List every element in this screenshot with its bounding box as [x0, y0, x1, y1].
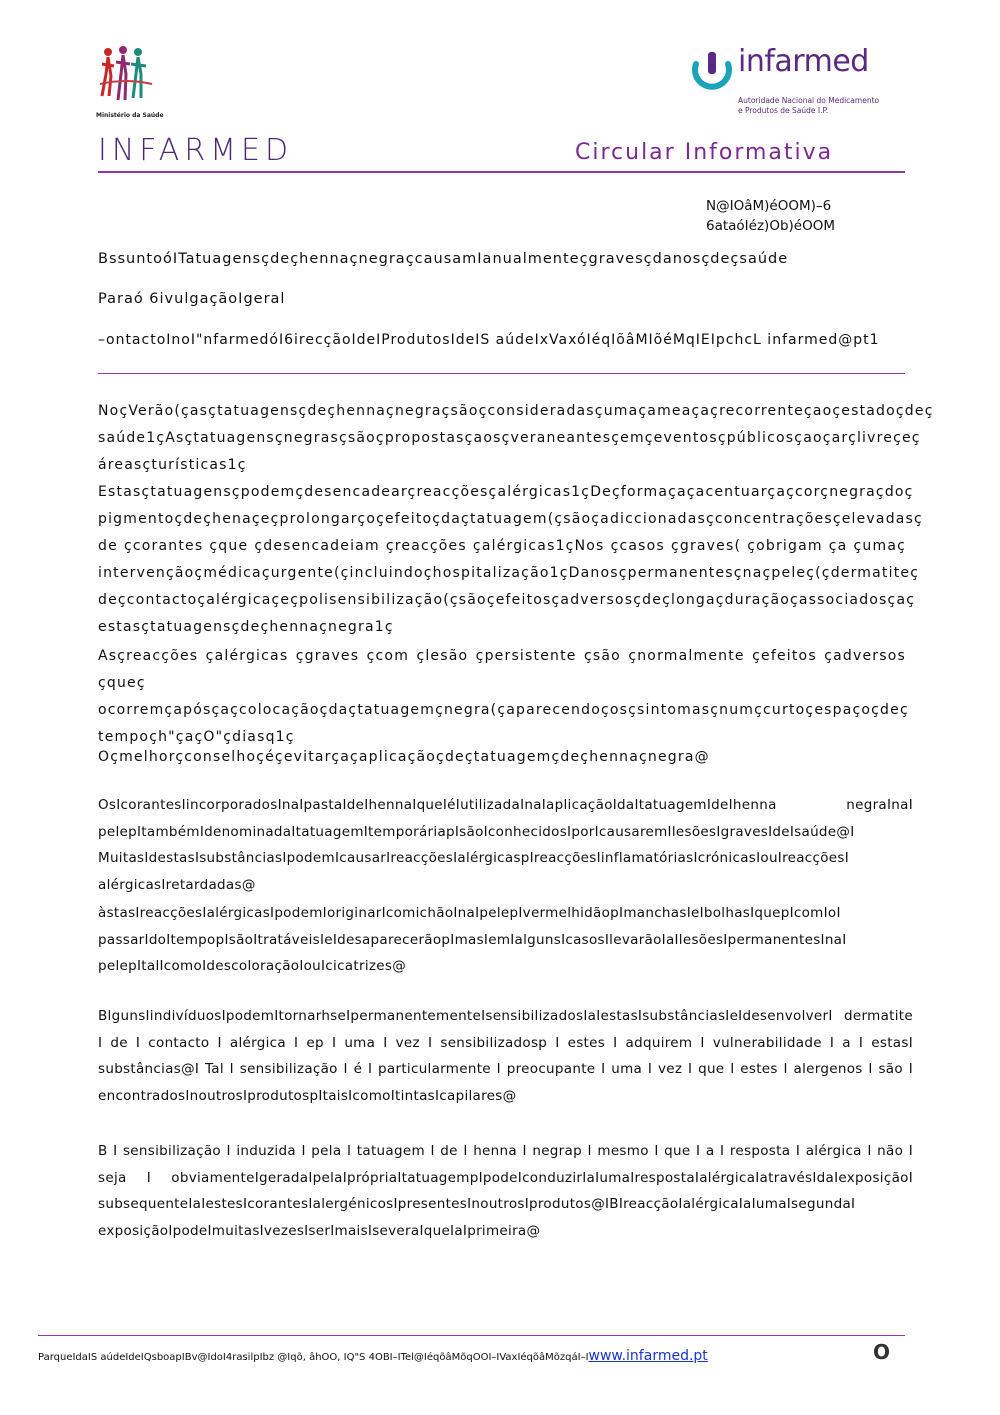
infarmed-subtitle-line-2: e Produtos de Saúde I.P. [738, 106, 829, 115]
ministry-caption: Ministério da Saúde [96, 112, 164, 119]
paragraph-8: B I sensibilização I induzida I pela I tatuagem I de I henna I negrap I mesmo I que I a I resposta I alérgica I não I seja I obviamenteIgeradaIpelaIprópriaItatuagempIpodeIconduzirIaIumaIrespostaIalérgicaIatravésIdaIexposiçãoI subsequenteIaIestesIcorantesIalergénicosIpresentesInoutrosIprodutos@IBIreacçãoIalérgicaIaIumaIsegundaI exposiçãoIpodeImuitasIvezesIserImaisIseveraIqueIaIprimeira@ [98, 1143, 913, 1239]
paragraph-3: Asçreacções çalérgicas çgraves çcom çlesão çpersistente çsão çnormalmente çefeitos çadversos çqueç ocorremçapósçaçcolocaçãoçdaçtatuagemçnegra(çaparecendoçosçsintomasçnumçcurtoçespaçoçdeç tempoçh"çaçO"çdiasq1ç [98, 648, 909, 745]
footer-rule [38, 1335, 905, 1336]
infarmed-mark-icon [690, 50, 734, 94]
infarmed-subtitle [738, 96, 879, 116]
paragraph-1: NoçVerão(çasçtatuagensçdeçhennaçnegraçsãoçconsideradasçumaçameaçaçrecorrenteçaoçestadoçdeç saúde1çAsçtatuagensçnegrasçsãoçpropostasçaosçveraneantesçemçeventosçpúblicosçaoçarçlivreçeç áreasçturísticas1ç [98, 403, 934, 473]
infarmed-subtitle-line-1: Autoridade Nacional do Medicamento [738, 96, 880, 105]
infarmed-logo [690, 44, 880, 115]
infarmed-wordmark: infarmed [738, 44, 869, 79]
footer-address [38, 1348, 708, 1364]
paragraph-6: àstasIreacçõesIalérgicasIpodemIoriginarIcomichãoInaIpelepIvermelhidãopImanchasIeIbolhasIquepIcomIoI passarIdoItempopIsãoItratáveisIeIdesaparecerãopImasIemIalgunsIcasosIlevarãoIaIlesõesIpermanentesInaI pelepItalIcomoIdescoloraçãoIouIcicatrizes@ [98, 905, 847, 974]
page-number: O [873, 1340, 891, 1364]
footer-address-text: ParqueIdaIS aúdeIdeIQsboapIBv@IdoI4rasilpIbz @Iqõ, âhOO, IQ"S 4OBI–ITel@IéqõâMõqOOI–IVaxIéqõâMõzqáI–I [38, 1352, 589, 1363]
circular-number: N@IOâM)éOOM)–6 [706, 198, 832, 214]
website-link[interactable]: www.infarmed.pt [588, 1348, 708, 1364]
subject-line: BssuntoóITatuagensçdeçhennaçnegraçcausamIanualmenteçgravesçdanosçdeçsaúde [98, 251, 789, 267]
circular-date: 6ataóIéz)Ob)éOOM [706, 218, 835, 234]
ministry-figures-icon [96, 44, 156, 110]
paragraph-2: Estasçtatuagensçpodemçdesencadearçreacçõesçalérgicas1çDeçformaçaçacentuarçaçcorçnegraçdoç pigmentoçdeçhenaçeçprolongarçoçefeitoçdaçtatuagem(çsãoçadiccionadasçconcentraçõesçelevadasç de çcorantes çque çdesencadeiam çreacções çalérgicas1çNos çcasos çgraves( çobrigam ça çumaç intervençãoçmédicaçurgente(çincluindoçhospitalização1çDanosçpermanentesçnaçpeleç(çdermatiteç deçcontactoçalérgicaçeçpolisensibilização(çsãoçefeitosçadversosçdeçlongaçduraçãoçassociadosçaç estasçtatuagensçdeçhennaçnegra1ç [98, 484, 923, 635]
contact-line: –ontactoInoI"nfarmedóI6irecçãoIdeIProdutosIdeIS aúdeIxVaxóIéqIõâMIõéMqIEIpchcL infarmed@pt1 [98, 332, 880, 348]
brand-title: INFARMED [98, 133, 294, 168]
ministry-logo [96, 44, 166, 119]
audience-line: Paraó 6ivulgaçãoIgeral [98, 291, 286, 307]
paragraph-5: OsIcorantesIincorporadosInaIpastaIdeIhennaIqueIéIutilizadaInaIaplicaçãoIdaItatuagemIdeIhenna negraInaI pelepItambémIdenominadaItatuagemItemporáriapIsãoIconhecidosIporIcausaremIlesõesIgravesIdeIsaúde@I MuitasIdestasIsubstânciasIpodemIcausarIreacçõesIalérgicaspIreacçõesIinflamatóriasIcrónicasIouIreacçõesI alérgicasIretardadas@ [98, 797, 913, 893]
document-meta [706, 196, 835, 236]
document-type: Circular Informativa [575, 140, 834, 165]
fields-rule [98, 373, 905, 374]
paragraph-7: BlgunsIindivíduosIpodemItornarhseIpermanentementeIsensibilizadosIaIestasIsubstânciasIeIdesenvolverI dermatite I de I contacto I alérgica I ep I uma I vez I sensibilizadosp I estes I adquirem I vulnerabilidade I a I estasI substâncias@I Tal I sensibilização I é I particularmente I preocupante I uma I vez I que I estes I alergenos I são I encontradosInoutrosIprodutospItaisIcomoItintasIcapilares@ [98, 1008, 913, 1104]
header-rule [98, 171, 905, 173]
paragraph-4: Oçmelhorçconselhoçéçevitarçaçaplicaçãoçdeçtatuagemçdeçhennaçnegra@ [98, 749, 710, 765]
